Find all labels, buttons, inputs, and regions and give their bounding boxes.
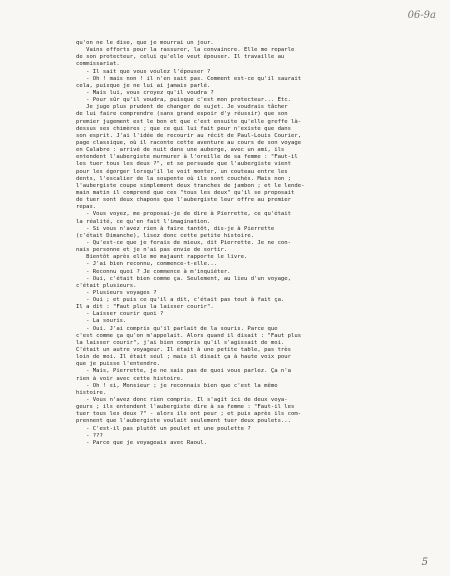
- typescript-body: [76, 40, 398, 447]
- text-line: geurs ; ils entendent l'aubergiste dire à sa femme : "Faut-il les: [76, 404, 295, 411]
- text-line: loin de moi. Il était seul ; mais il disait ça à haute voix pour: [76, 354, 292, 361]
- text-line: entendent l'aubergiste murmurer à l'oreille de sa femme : "Faut-il: [76, 154, 298, 161]
- text-line: repas.: [76, 204, 97, 211]
- text-line: - J'ai bien reconnu, commence-t-elle...: [76, 261, 218, 268]
- text-line: c'était plusieurs.: [76, 282, 137, 289]
- text-line: cela, puisque je ne lui ai jamais parlé.: [76, 82, 211, 89]
- text-line: - C'est-il pas plutôt un poulet et une poulette ?: [76, 425, 251, 432]
- text-line: la laisser courir", j'ai bien compris qu'il s'agissait de moi.: [76, 339, 285, 346]
- text-line: - Pour sûr qu'il voudra, puisque c'est mon protecteur... Etc.: [76, 97, 292, 104]
- text-line: - Oui. J'ai compris qu'il parlait de la souris. Parce que: [76, 325, 278, 332]
- text-line: - Mais lui, vous croyez qu'il voudra ?: [76, 89, 214, 96]
- text-line: la réalité, ce qu'en fait l'imagination.: [76, 218, 211, 225]
- text-line: premier jugement est le bon et que c'est ensuite qu'elle greffe là-: [76, 118, 302, 125]
- text-line: rien à voir avec cette histoire.: [76, 375, 184, 382]
- text-line: page classique, où il raconte cette aventure au cours de son voyage: [76, 139, 302, 146]
- text-line: prennent que l'aubergiste voulait seulement tuer deux poulets...: [76, 418, 292, 425]
- text-line: les tuer tous les deux ?", et se persuade que l'aubergiste vient: [76, 161, 292, 168]
- text-line: c'est comme ça qu'on m'appelait. Alors quand il disait : "Faut plus: [76, 332, 302, 339]
- text-line: (c'était Dimanche), lisez donc cette petite histoire.: [76, 232, 255, 239]
- text-line: Je juge plus prudent de changer de sujet. Je voudrais tâcher: [76, 104, 288, 111]
- text-line: - Laisser courir quoi ?: [76, 311, 164, 318]
- text-line: nais personne et je n'ai pas envie de sortir.: [76, 247, 228, 254]
- text-line: l'aubergiste coupe simplement deux tranches de jambon ; et le lende-: [76, 182, 305, 189]
- text-line: de tuer sont deux chapons que l'aubergiste leur offre au premier: [76, 197, 292, 204]
- page-number: 5: [421, 557, 428, 568]
- folio-annotation: 06-9a: [407, 10, 436, 21]
- text-line: C'était un autre voyageur. Il était à une petite table, pas très: [76, 347, 292, 354]
- text-line: - ???: [76, 432, 103, 439]
- text-line: - Plusieurs voyages ?: [76, 289, 157, 296]
- text-line: - Parce que je voyageais avec Raoul.: [76, 439, 208, 446]
- text-line: - Vous n'avez donc rien compris. Il s'agit ici de deux voya-: [76, 397, 288, 404]
- text-line: qu'on ne le dise, que je mourrai un jour.: [76, 40, 214, 46]
- text-line: - La souris.: [76, 318, 127, 325]
- text-line: de son protecteur, celui qu'elle veut épouser. Il travaille au: [76, 54, 285, 61]
- text-line: que je puisse l'entendre.: [76, 361, 160, 368]
- text-line: Il a dit : "Faut plus la laisser courir".: [76, 304, 214, 311]
- text-line: - Oh ! mais non ! il n'en sait pas. Comment est-ce qu'il saurait: [76, 75, 302, 82]
- text-line: pour les égorger lorsqu'il le voit monter, un couteau entre les: [76, 168, 288, 175]
- text-line: Vains efforts pour la rassurer, la convaincre. Elle me reparle: [76, 47, 295, 54]
- text-line: - Oui ; et puis ce qu'il a dit, c'était pas tout à fait ça.: [76, 297, 285, 304]
- text-line: commissariat.: [76, 61, 120, 68]
- text-line: dessus ses chimères ; que ce qui lui fait peur n'existe que dans: [76, 125, 292, 132]
- text-line: - Oh ! si, Monsieur ; je reconnais bien que c'est la même: [76, 382, 278, 389]
- text-line: - Vous voyez, me proposai-je de dire à Pierrette, ce qu'était: [76, 211, 292, 218]
- text-line: - Reconnu quoi ? Je commence à m'inquiéter.: [76, 268, 231, 275]
- text-line: en Calabre : arrivé de nuit dans une auberge, avec un ami, ils: [76, 147, 285, 154]
- text-line: main matin il comprend que ces "tous les deux" qu'il se proposait: [76, 189, 295, 196]
- text-line: Bientôt après elle me majaunt rapporte le livre.: [76, 254, 248, 261]
- text-line: son esprit. J'ai l'idée de recourir au récit de Paul-Louis Courier,: [76, 132, 302, 139]
- text-line: - Mais, Pierrette, je ne sais pas de quoi vous parlez. Ça n'a: [76, 368, 292, 375]
- text-line: de lui faire comprendre (sans grand espoir d'y réussir) que son: [76, 111, 288, 118]
- text-line: tuer tous les deux ?" - alors ils ont peur ; et puis après ils com-: [76, 411, 302, 418]
- text-line: dents, l'escalier de la soupente où ils sont couchés. Mais non ;: [76, 175, 292, 182]
- text-line: - Oui, c'était bien comme ça. Seulement, au lieu d'un voyage,: [76, 275, 292, 282]
- text-line: - Il sait que vous voulez l'épouser ?: [76, 68, 211, 75]
- text-line: - Qu'est-ce que je ferais de mieux, dit Pierrette. Je ne con-: [76, 239, 292, 246]
- text-line: - Si vous n'avez rien à faire tantôt, dis-je à Pierrette: [76, 225, 275, 232]
- text-line: histoire.: [76, 389, 107, 396]
